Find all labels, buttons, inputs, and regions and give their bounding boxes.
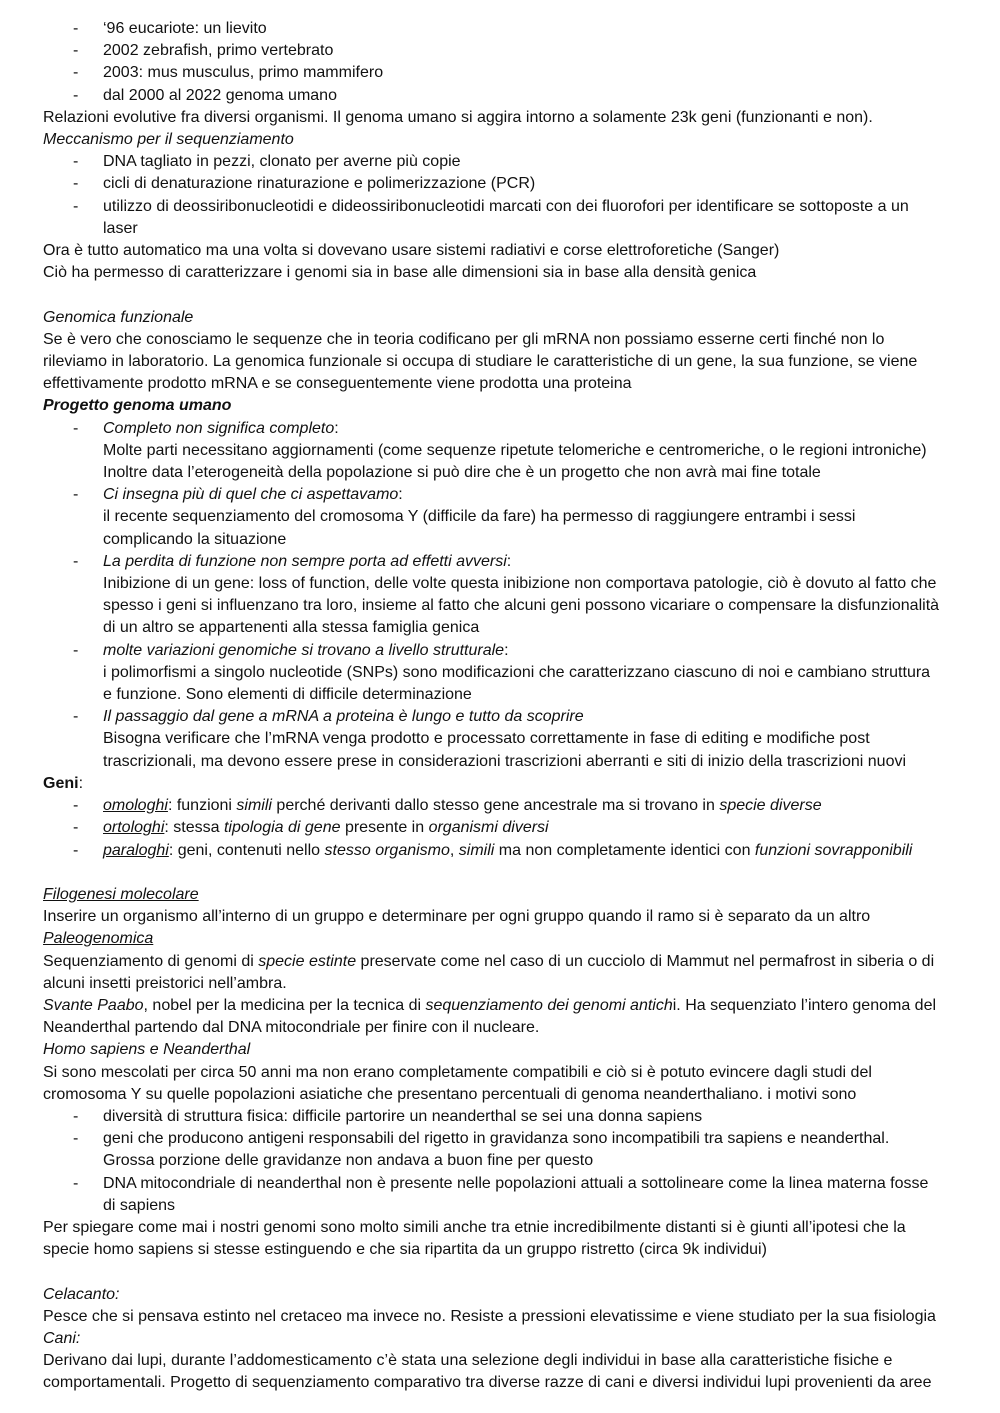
- list-item-text: complicando la situazione: [103, 530, 287, 548]
- list-item-text: spesso i geni si influenzano tra loro, insieme al fatto che alcuni geni possono vicariare o compensare la disfunzionalità: [103, 597, 940, 615]
- paragraph: Inserire un organismo all’interno di un gruppo e determinare per ogni gruppo quando il ramo si è separato da un altro: [43, 908, 871, 926]
- list-item-text: trascrizionali, ma devono essere prese in considerazioni trascrizioni aberranti e siti di inizio della trascrizioni nuovi: [103, 752, 907, 770]
- list-item: - Completo non significa completo:: [73, 419, 339, 437]
- term-omologhi: omologhi: [103, 797, 168, 815]
- paragraph-line: Se è vero che conosciamo le sequenze che in teoria codificano per gli mRNA non possiamo esserne certi finché non lo: [43, 330, 885, 348]
- document-page: [43, 18, 983, 1395]
- list-item: - cicli di denaturazione rinaturazione e polimerizzazione (PCR): [73, 175, 536, 193]
- paragraph-line: rileviamo in laboratorio. La genomica funzionale si occupa di studiare le caratteristiche di un gene, la sua funzione, se viene: [43, 353, 918, 371]
- list-item-text: Inibizione di un gene: loss of function, delle volte questa inibizione non comportava patologie, ciò è dovuto al fatto che: [103, 575, 937, 593]
- term-paraloghi: paraloghi: [103, 841, 169, 859]
- list-item-text: Molte parti necessitano aggiornamenti (come sequenze ripetute telomeriche e centromeriche, o le regioni introniche): [103, 441, 927, 459]
- paragraph-line: cromosoma Y su quelle popolazioni asiatiche che presentano percentuali di genoma neanderthaliano. i motivi sono: [43, 1085, 857, 1103]
- list-item: - diversità di struttura fisica: difficile partorire un neanderthal se sei una donna sapiens: [73, 1107, 703, 1125]
- list-item-text: e funzione. Sono elementi di difficile determinazione: [103, 686, 472, 704]
- list-item: - omologhi: funzioni simili perché derivanti dallo stesso gene ancestrale ma si trovano in specie diverse: [73, 797, 822, 815]
- term-ortologhi: ortologhi: [103, 819, 165, 837]
- list-item-text: i polimorfismi a singolo nucleotide (SNPs) sono modificazioni che caratterizzano ciascuno di noi e cambiano struttura: [103, 663, 931, 681]
- section-heading: Paleogenomica: [43, 930, 154, 948]
- spacer: [43, 862, 983, 884]
- section-heading: Celacanto:: [43, 1285, 120, 1303]
- list-item: - dal 2000 al 2022 genoma umano: [73, 86, 337, 104]
- section-heading: Meccanismo per il sequenziamento: [43, 131, 294, 149]
- paragraph-line: Neanderthal partendo dal DNA mitocondriale per finire con il nucleare.: [43, 1019, 540, 1037]
- paragraph-line: Si sono mescolati per circa 50 anni ma non erano completamente compatibili e ciò si è potuto evincere dagli studi del: [43, 1063, 872, 1081]
- list-item: - Il passaggio dal gene a mRNA a proteina è lungo e tutto da scoprire: [73, 708, 584, 726]
- spacer: [43, 1261, 983, 1283]
- list-item: - Ci insegna più di quel che ci aspettavamo:: [73, 486, 403, 504]
- list-item: - utilizzo di deossiribonucleotidi e dideossiribonucleotidi marcati con dei fluorofori per identificare se sottoposte a un: [73, 197, 909, 215]
- list-item: - La perdita di funzione non sempre porta ad effetti avversi:: [73, 552, 512, 570]
- section-heading: Genomica funzionale: [43, 308, 194, 326]
- list-item: - 2002 zebrafish, primo vertebrato: [73, 42, 334, 60]
- paragraph: Pesce che si pensava estinto nel cretaceo ma invece no. Resiste a pressioni elevatissime e viene studiato per la sua fisiologia: [43, 1307, 936, 1325]
- paragraph: Ora è tutto automatico ma una volta si dovevano usare sistemi radiativi e corse elettroforetiche (Sanger): [43, 242, 780, 260]
- list-item-text: Inoltre data l’eterogeneità della popolazione si può dire che è un progetto che non avrà mai fine totale: [103, 464, 821, 482]
- list-item-text: di un altro se appartenenti alla stessa famiglia genica: [103, 619, 480, 637]
- list-item-continuation: di sapiens: [103, 1196, 176, 1214]
- paragraph-line: Svante Paabo, nobel per la medicina per la tecnica di sequenziamento dei genomi antichi. Ha sequenziato l’intero genoma del: [43, 996, 937, 1014]
- paragraph: Relazioni evolutive fra diversi organismi. Il genoma umano si aggira intorno a solamente 23k geni (funzionanti e non).: [43, 108, 873, 126]
- list-item: - 2003: mus musculus, primo mammifero: [73, 64, 384, 82]
- list-item-text: il recente sequenziamento del cromosoma Y (difficile da fare) ha permesso di raggiungere entrambi i sessi: [103, 508, 856, 526]
- section-heading: Progetto genoma umano: [43, 397, 232, 415]
- paragraph-line: alcuni insetti preistorici nell’ambra.: [43, 974, 287, 992]
- section-heading: Geni:: [43, 774, 84, 792]
- list-item: - geni che producono antigeni responsabili del rigetto in gravidanza sono incompatibili tra sapiens e neanderthal.: [73, 1130, 890, 1148]
- paragraph-line: comportamentali. Progetto di sequenziamento comparativo tra diverse razze di cani e diversi individui lupi provenienti da aree: [43, 1374, 932, 1392]
- list-item: - DNA tagliato in pezzi, clonato per averne più copie: [73, 153, 461, 171]
- list-item-text: Bisogna verificare che l’mRNA venga prodotto e processato correttamente in fase di editing e modifiche post: [103, 730, 870, 748]
- paragraph-line: effettivamente prodotto mRNA e se conseguentemente viene prodotta una proteina: [43, 375, 632, 393]
- paragraph: Ciò ha permesso di caratterizzare i genomi sia in base alle dimensioni sia in base alla densità genica: [43, 264, 757, 282]
- paragraph-line: Per spiegare come mai i nostri genomi sono molto simili anche tra etnie incredibilmente distanti si è giunti all’ipotesi che la: [43, 1218, 906, 1236]
- list-item: - ‘96 eucariote: un lievito: [73, 20, 267, 37]
- spacer: [43, 284, 983, 306]
- list-item: - paraloghi: geni, contenuti nello stesso organismo, simili ma non completamente identici con funzioni sovrapponibili: [73, 841, 913, 859]
- list-item-continuation: laser: [103, 219, 138, 237]
- list-item: - DNA mitocondriale di neanderthal non è presente nelle popolazioni attuali a sottolineare come la linea materna fosse: [73, 1174, 929, 1192]
- paragraph-line: Sequenziamento di genomi di specie estinte preservate come nel caso di un cucciolo di Mammut nel permafrost in siberia o di: [43, 952, 935, 970]
- list-item: - ortologhi: stessa tipologia di gene presente in organismi diversi: [73, 819, 549, 837]
- list-item: - molte variazioni genomiche si trovano a livello strutturale:: [73, 641, 509, 659]
- list-item-continuation: Grossa porzione delle gravidanze non andava a buon fine per questo: [103, 1152, 594, 1170]
- paragraph-line: Derivano dai lupi, durante l’addomesticamento c’è stata una selezione degli individui in base alla caratteristiche fisiche e: [43, 1352, 893, 1370]
- section-heading: Cani:: [43, 1329, 81, 1347]
- section-heading: Filogenesi molecolare: [43, 885, 199, 903]
- section-heading: Homo sapiens e Neanderthal: [43, 1041, 251, 1059]
- paragraph-line: specie homo sapiens si stesse estinguendo e che sia ripartita da un gruppo ristretto (circa 9k individui): [43, 1241, 767, 1259]
